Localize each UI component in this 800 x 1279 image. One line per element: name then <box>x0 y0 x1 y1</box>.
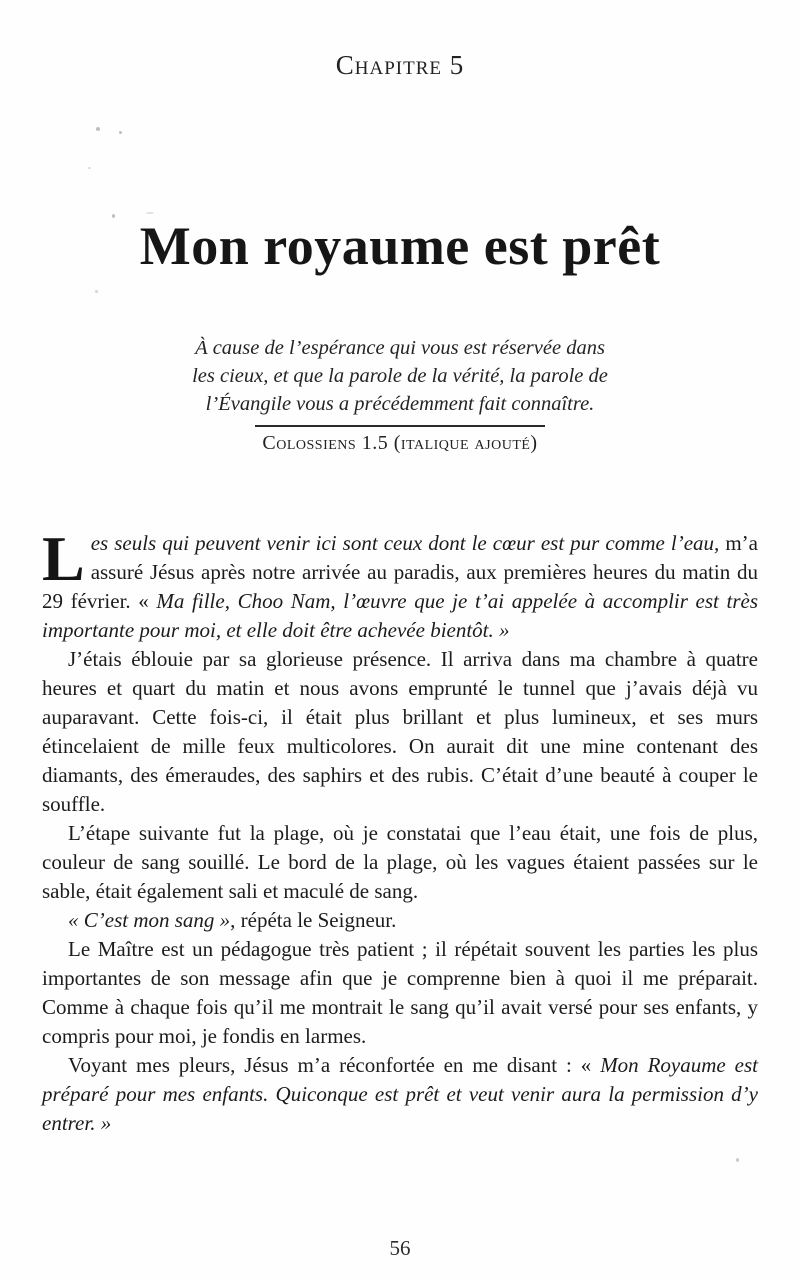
text-segment: L’étape suivante fut la plage, où je constatai que l’eau était, une fois de plus, couleur de sang souillé. Le bord de la plage, où les vagues étaient passées sur le sable, était également sali et maculé de sang. <box>42 821 758 904</box>
text-segment: Le Maître est un pédagogue très patient ; il répétait souvent les parties les plus importantes de son message afin que je comprenne bien à quoi il me préparait. Comme à chaque fois qu’il me montrait le sang qu’il avait versé pour ses enfants, y compris pour moi, je fondis en larmes. <box>42 937 758 1049</box>
paragraph <box>42 1051 758 1138</box>
drop-cap: L <box>42 523 85 595</box>
epigraph-divider <box>255 425 545 427</box>
epigraph <box>0 334 800 418</box>
epigraph-line: À cause de l’espérance qui vous est réservée dans <box>195 337 605 360</box>
paragraph <box>42 906 758 935</box>
scan-artifact <box>95 290 98 293</box>
epigraph-line: les cieux, et que la parole de la vérité, la parole de <box>192 365 608 388</box>
text-segment: m’a assuré Jésus après notre arrivée au paradis, aux premières heures du matin du 29 février. « <box>42 531 758 614</box>
paragraph <box>42 523 758 645</box>
text-segment: J’étais éblouie par sa glorieuse présence. Il arriva dans ma chambre à quatre heures et quart du matin et nous avons emprunté le tunnel que j’avais déjà vu auparavant. Cette fois-ci, il était plus brillant et plus lumineux, et ses murs étincelaient de mille feux multicolores. On aurait dit une mine contenant des diamants, des émeraudes, des saphirs et des rubis. C’était d’une beauté à couper le souffle. <box>42 647 758 817</box>
text-segment: , répéta le Seigneur. <box>230 908 397 933</box>
scan-artifact <box>146 212 154 214</box>
paragraph <box>42 819 758 906</box>
epigraph-line: l’Évangile vous a précédemment fait connaître. <box>205 393 595 416</box>
page-title: Mon royaume est prêt <box>139 216 661 276</box>
scan-artifact <box>736 1158 739 1162</box>
text-segment: « C’est mon sang » <box>68 908 231 933</box>
chapter-heading: Chapitre 5 <box>335 50 465 80</box>
body-text <box>42 523 758 1138</box>
page-number: 56 <box>389 1236 411 1260</box>
epigraph-source: Colossiens 1.5 (italique ajouté) <box>262 432 538 455</box>
scan-artifact <box>112 214 115 218</box>
scan-artifact <box>88 167 91 169</box>
scan-artifact <box>119 131 122 134</box>
paragraph <box>42 935 758 1051</box>
text-segment: Voyant mes pleurs, Jésus m’a réconfortée en me disant : « <box>68 1053 601 1078</box>
text-segment: Ma fille, Choo Nam, l’œuvre que je t’ai appelée à accomplir est très importante pour moi, et elle doit être achevée bientôt. » <box>42 589 758 643</box>
text-segment: Mon Royaume est préparé pour mes enfants. Quiconque est prêt et veut venir aura la permission d’y entrer. » <box>42 1053 758 1136</box>
text-segment: es seuls qui peuvent venir ici sont ceux dont le cœur est pur comme l’eau, <box>90 531 726 556</box>
paragraph <box>42 645 758 819</box>
scan-artifact <box>96 127 100 131</box>
